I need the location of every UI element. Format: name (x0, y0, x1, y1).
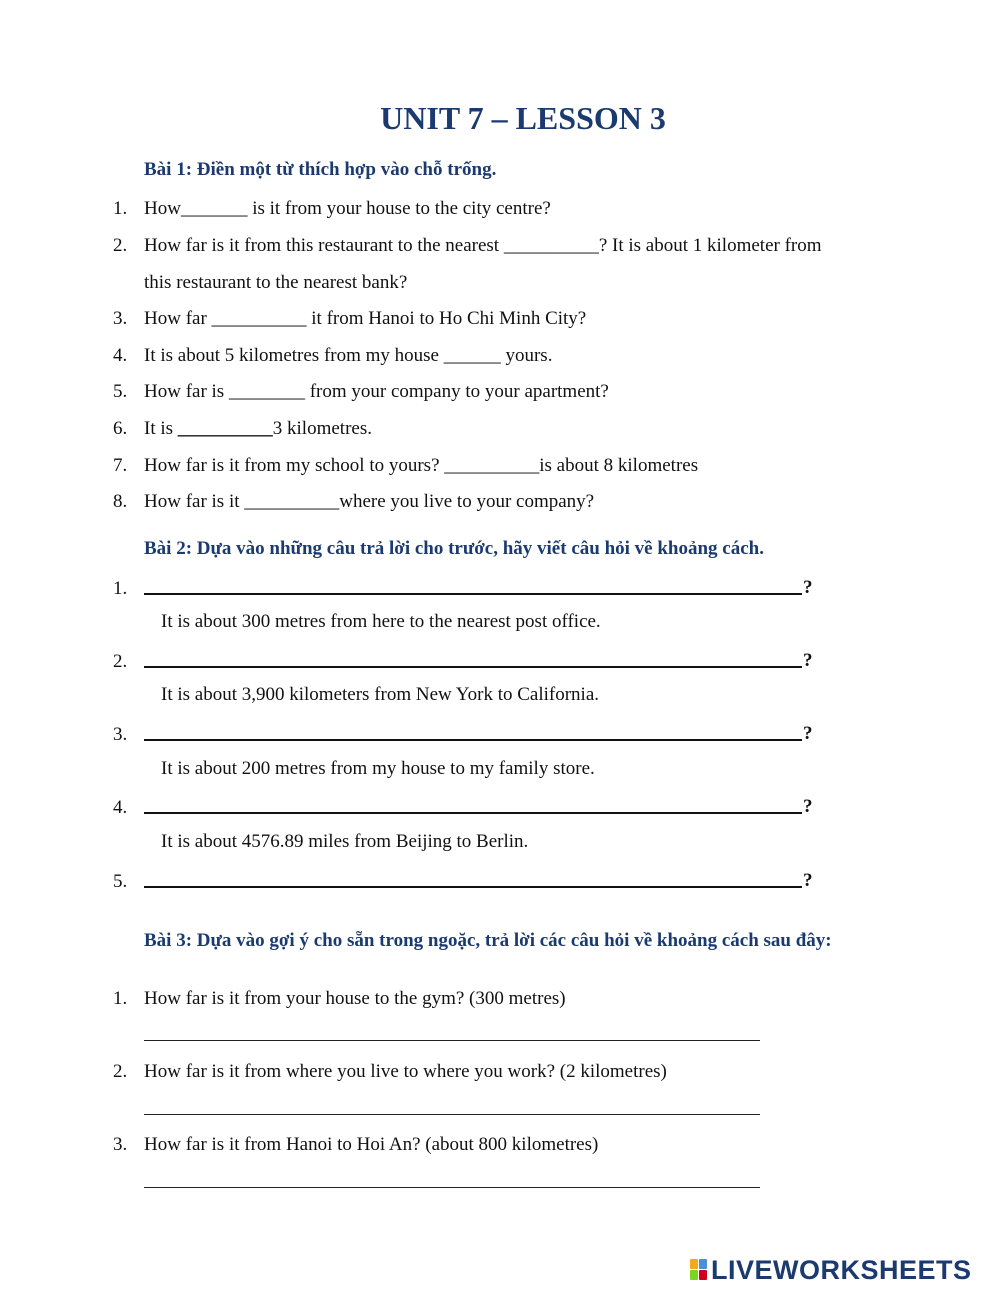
s1-item-number: 5. (113, 381, 128, 402)
s2-answer-text: It is about 4576.89 miles from Beijing to Berlin. (161, 831, 529, 852)
s1-item-number: 1. (113, 198, 128, 219)
s2-question-blank[interactable] (144, 886, 802, 888)
s2-item-number: 2. (113, 651, 128, 672)
s3-item-number: 1. (113, 988, 128, 1009)
s1-item-text: How far is it from this restaurant to the nearest __________? It is about 1 kilometer from (144, 235, 822, 256)
s1-item-number: 6. (113, 418, 128, 439)
s3-item-text: How far is it from your house to the gym? (300 metres) (144, 988, 566, 1009)
s2-question-mark: ? (803, 723, 813, 744)
s3-answer-blank[interactable] (144, 1040, 760, 1041)
s2-item-number: 1. (113, 578, 128, 599)
s1-item-text: How far is it __________where you live to your company? (144, 491, 595, 512)
s2-answer-text: It is about 3,900 kilometers from New York to California. (161, 684, 600, 705)
s1-item-number: 4. (113, 345, 128, 366)
s1-item-blank: __________ (177, 418, 273, 439)
s2-question-blank[interactable] (144, 593, 802, 595)
section2-heading: Bài 2: Dựa vào những câu trả lời cho trước, hãy viết câu hỏi về khoảng cách. (144, 538, 764, 559)
s1-item-text: It is about 5 kilometres from my house ______ yours. (144, 345, 553, 366)
s1-item-text: How far is it from my school to yours? __________is about 8 kilometres (144, 455, 699, 476)
s1-item-number: 8. (113, 491, 128, 512)
s2-question-blank[interactable] (144, 812, 802, 814)
s3-answer-blank[interactable] (144, 1187, 760, 1188)
s3-item-text: How far is it from where you live to where you work? (2 kilometres) (144, 1061, 667, 1082)
s1-item-pre: It is (144, 418, 178, 439)
s2-item-number: 4. (113, 797, 128, 818)
s1-item-text (144, 418, 372, 440)
s2-question-blank[interactable] (144, 666, 802, 668)
section3-heading: Bài 3: Dựa vào gợi ý cho sẵn trong ngoặc, trả lời các câu hỏi về khoảng cách sau đây: (144, 930, 832, 951)
s1-item-text: How far is ________ from your company to your apartment? (144, 381, 609, 402)
liveworksheets-logo-icon (690, 1259, 708, 1281)
s1-item-text: How_______ is it from your house to the city centre? (144, 198, 551, 219)
page-title: UNIT 7 – LESSON 3 (380, 100, 666, 136)
s1-item-number: 2. (113, 235, 128, 256)
s3-item-number: 3. (113, 1134, 128, 1155)
s2-question-mark: ? (803, 577, 813, 598)
s2-question-mark: ? (803, 796, 813, 817)
section1-heading: Bài 1: Điền một từ thích hợp vào chỗ trống. (144, 159, 497, 180)
s3-item-text: How far is it from Hanoi to Hoi An? (about 800 kilometres) (144, 1134, 599, 1155)
liveworksheets-logo-text: LIVEWORKSHEETS (711, 1254, 972, 1285)
s1-item-text: How far __________ it from Hanoi to Ho Chi Minh City? (144, 308, 587, 329)
s3-item-number: 2. (113, 1061, 128, 1082)
s2-answer-text: It is about 200 metres from my house to my family store. (161, 758, 595, 779)
s1-item-number: 3. (113, 308, 128, 329)
s1-item-number: 7. (113, 455, 128, 476)
s2-answer-text: It is about 300 metres from here to the nearest post office. (161, 611, 601, 632)
s2-question-mark: ? (803, 650, 813, 671)
s2-item-number: 5. (113, 871, 128, 892)
s2-question-mark: ? (803, 870, 813, 891)
liveworksheets-logo[interactable] (690, 1256, 972, 1284)
s1-item-post: 3 kilometres. (272, 418, 372, 439)
s1-item-text-continued: this restaurant to the nearest bank? (144, 272, 408, 293)
s2-question-blank[interactable] (144, 739, 802, 741)
s3-answer-blank[interactable] (144, 1114, 760, 1115)
s2-item-number: 3. (113, 724, 128, 745)
